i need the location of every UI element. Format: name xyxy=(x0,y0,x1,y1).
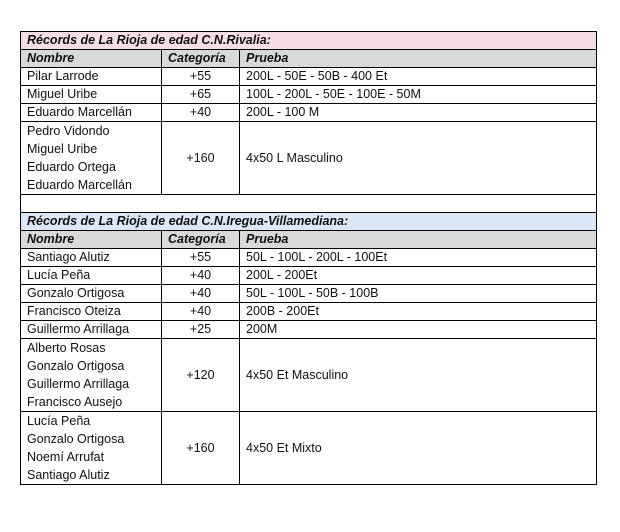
swimmer-name: Francisco Ausejo xyxy=(27,395,123,409)
table-row xyxy=(21,86,597,104)
categoria-cell: +40 xyxy=(162,285,240,303)
section-title: Récords de La Rioja de edad C.N.Rivalia: xyxy=(21,32,597,50)
swimmer-name: Pedro Vidondo xyxy=(27,124,110,138)
nombre-cell xyxy=(21,122,162,195)
swimmer-name: Pilar Larrode xyxy=(21,68,162,86)
prueba-cell: 4x50 L Masculino xyxy=(240,122,597,195)
table-row xyxy=(21,249,597,267)
swimmer-name: Gonzalo Ortigosa xyxy=(21,285,162,303)
column-header-nombre: Nombre xyxy=(21,231,162,249)
categoria-cell: +160 xyxy=(162,122,240,195)
section-title-row xyxy=(21,213,597,231)
section-spacer-row xyxy=(21,195,597,213)
swimmer-name: Guillermo Arrillaga xyxy=(27,377,130,391)
spacer-cell xyxy=(21,195,597,213)
prueba-cell: 200M xyxy=(240,321,597,339)
categoria-cell: +25 xyxy=(162,321,240,339)
table-row xyxy=(21,68,597,86)
swimmer-name: Gonzalo Ortigosa xyxy=(27,432,125,446)
table-row xyxy=(21,122,597,195)
categoria-cell: +160 xyxy=(162,412,240,485)
table-row xyxy=(21,321,597,339)
prueba-cell: 4x50 Et Masculino xyxy=(240,339,597,412)
swimmer-name: Santiago Alutiz xyxy=(21,249,162,267)
table-row xyxy=(21,285,597,303)
swimmer-name: Eduardo Marcellán xyxy=(27,178,132,192)
categoria-cell: +40 xyxy=(162,303,240,321)
nombre-cell xyxy=(21,339,162,412)
prueba-cell: 100L - 200L - 50E - 100E - 50M xyxy=(240,86,597,104)
table-row xyxy=(21,267,597,285)
swimmer-name: Miguel Uribe xyxy=(27,142,98,156)
swimmer-name: Eduardo Marcellán xyxy=(21,104,162,122)
categoria-cell: +40 xyxy=(162,104,240,122)
table-row xyxy=(21,412,597,485)
prueba-cell: 4x50 Et Mixto xyxy=(240,412,597,485)
column-header-prueba: Prueba xyxy=(240,50,597,68)
column-header-prueba: Prueba xyxy=(240,231,597,249)
section-title-row xyxy=(21,32,597,50)
table-row xyxy=(21,303,597,321)
prueba-cell: 50L - 100L - 200L - 100Et xyxy=(240,249,597,267)
column-header-row xyxy=(21,50,597,68)
column-header-categoria: Categoría xyxy=(162,50,240,68)
prueba-cell: 200L - 100 M xyxy=(240,104,597,122)
swimmer-name: Gonzalo Ortigosa xyxy=(27,359,125,373)
prueba-cell: 200B - 200Et xyxy=(240,303,597,321)
nombre-cell xyxy=(21,412,162,485)
swimmer-name: Santiago Alutiz xyxy=(27,468,110,482)
swimmer-name: Lucía Peña xyxy=(21,267,162,285)
categoria-cell: +120 xyxy=(162,339,240,412)
swimmer-name: Miguel Uribe xyxy=(21,86,162,104)
categoria-cell: +55 xyxy=(162,68,240,86)
table-row xyxy=(21,104,597,122)
column-header-row xyxy=(21,231,597,249)
table-row xyxy=(21,339,597,412)
swimmer-name: Lucía Peña xyxy=(27,414,91,428)
swimmer-name: Alberto Rosas xyxy=(27,341,106,355)
column-header-nombre: Nombre xyxy=(21,50,162,68)
records-table xyxy=(20,31,597,485)
swimmer-name: Eduardo Ortega xyxy=(27,160,116,174)
prueba-cell: 200L - 50E - 50B - 400 Et xyxy=(240,68,597,86)
records-table-body xyxy=(21,32,597,485)
swimmer-name: Guillermo Arrillaga xyxy=(21,321,162,339)
categoria-cell: +40 xyxy=(162,267,240,285)
categoria-cell: +55 xyxy=(162,249,240,267)
prueba-cell: 200L - 200Et xyxy=(240,267,597,285)
swimmer-name: Francisco Oteiza xyxy=(21,303,162,321)
categoria-cell: +65 xyxy=(162,86,240,104)
prueba-cell: 50L - 100L - 50B - 100B xyxy=(240,285,597,303)
swimmer-name: Noemí Arrufat xyxy=(27,450,105,464)
column-header-categoria: Categoría xyxy=(162,231,240,249)
section-title: Récords de La Rioja de edad C.N.Iregua-Villamediana: xyxy=(21,213,597,231)
